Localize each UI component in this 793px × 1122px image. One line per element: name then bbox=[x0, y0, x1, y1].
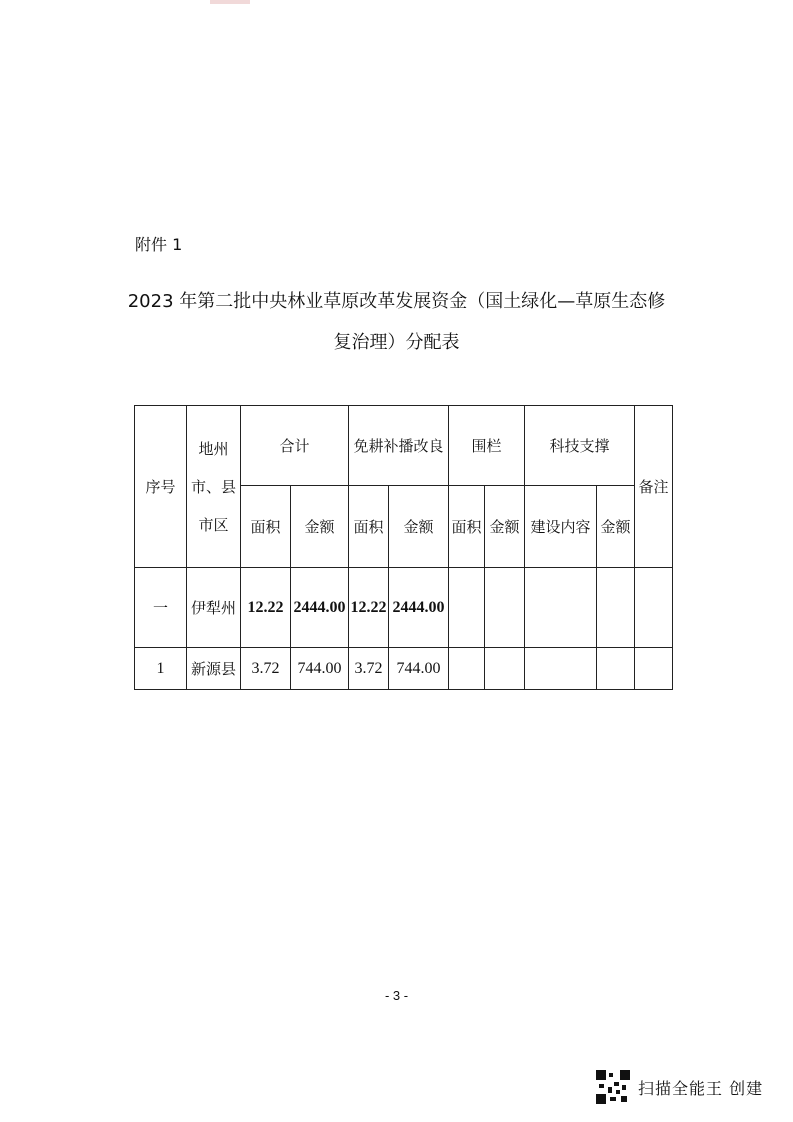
cell-notill-area: 12.22 bbox=[349, 568, 389, 648]
qr-code-icon bbox=[596, 1070, 630, 1104]
cell-fence-area bbox=[449, 568, 485, 648]
scan-edge-mark bbox=[210, 0, 250, 4]
table-row bbox=[135, 568, 673, 648]
cell-notill-amount: 744.00 bbox=[389, 648, 449, 690]
cell-fence-area bbox=[449, 648, 485, 690]
cell-tech-content bbox=[525, 568, 597, 648]
cell-seq: 一 bbox=[135, 568, 187, 648]
header-tech-amount: 金额 bbox=[597, 486, 635, 568]
cell-seq: 1 bbox=[135, 648, 187, 690]
header-remark: 备注 bbox=[635, 406, 673, 568]
scanner-watermark bbox=[596, 1070, 763, 1104]
header-total-area: 面积 bbox=[241, 486, 291, 568]
cell-notill-amount: 2444.00 bbox=[389, 568, 449, 648]
cell-fence-amount bbox=[485, 648, 525, 690]
header-region: 地州市、县市区 bbox=[187, 406, 241, 568]
cell-tech-content bbox=[525, 648, 597, 690]
cell-region: 新源县 bbox=[187, 648, 241, 690]
attachment-label: 附件 1 bbox=[135, 235, 183, 254]
page-number: - 3 - bbox=[384, 988, 409, 1003]
header-fence: 围栏 bbox=[449, 406, 525, 486]
header-tech-content: 建设内容 bbox=[525, 486, 597, 568]
header-fence-area: 面积 bbox=[449, 486, 485, 568]
cell-total-area: 3.72 bbox=[241, 648, 291, 690]
cell-total-amount: 744.00 bbox=[291, 648, 349, 690]
header-fence-amount: 金额 bbox=[485, 486, 525, 568]
cell-total-area: 12.22 bbox=[241, 568, 291, 648]
table-row bbox=[135, 648, 673, 690]
scanner-brand-text: 扫描全能王 创建 bbox=[638, 1078, 764, 1098]
cell-remark bbox=[635, 648, 673, 690]
cell-total-amount: 2444.00 bbox=[291, 568, 349, 648]
cell-region: 伊犁州 bbox=[187, 568, 241, 648]
cell-fence-amount bbox=[485, 568, 525, 648]
header-total-amount: 金额 bbox=[291, 486, 349, 568]
allocation-table bbox=[134, 405, 673, 690]
header-no-till: 免耕补播改良 bbox=[349, 406, 449, 486]
header-notill-amount: 金额 bbox=[389, 486, 449, 568]
header-seq: 序号 bbox=[135, 406, 187, 568]
header-notill-area: 面积 bbox=[349, 486, 389, 568]
header-tech: 科技支撑 bbox=[525, 406, 635, 486]
document-title-line2: 复治理）分配表 bbox=[333, 332, 460, 353]
cell-notill-area: 3.72 bbox=[349, 648, 389, 690]
cell-tech-amount bbox=[597, 568, 635, 648]
cell-tech-amount bbox=[597, 648, 635, 690]
document-title-line1: 2023 年第二批中央林业草原改革发展资金（国土绿化—草原生态修 bbox=[127, 291, 666, 312]
cell-remark bbox=[635, 568, 673, 648]
header-total: 合计 bbox=[241, 406, 349, 486]
